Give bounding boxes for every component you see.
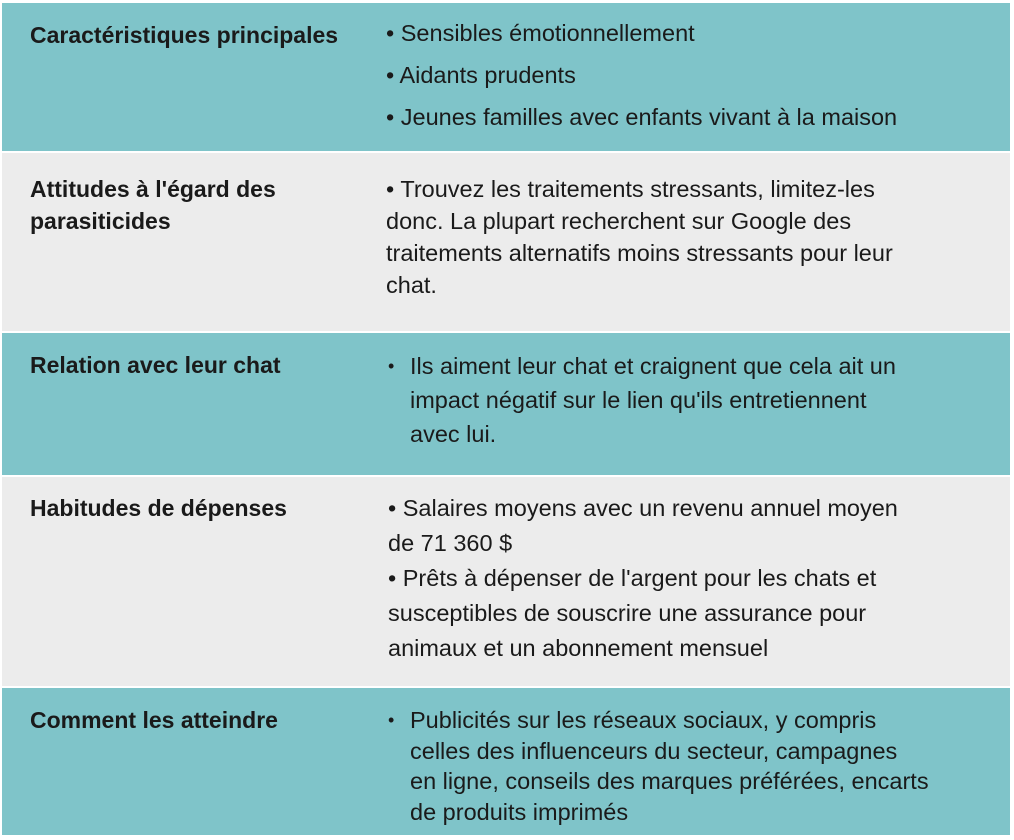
text-line: chat. [386,272,437,298]
list-item: • Aidants prudents [386,62,576,88]
row-spending-habits [2,475,1010,686]
text-line: • Salaires moyens avec un revenu annuel moyen [388,495,898,521]
text-line: traitements alternatifs moins stressants pour leur [386,240,893,266]
text-line: • Prêts à dépenser de l'argent pour les chats et [388,565,877,591]
list-item [388,349,896,451]
row-label [30,173,276,237]
row-value [386,173,893,301]
row-value [386,17,897,143]
item-line: en ligne, conseils des marques préférées, encarts [410,768,929,794]
row-label: Relation avec leur chat [30,352,281,378]
row-label: Caractéristiques principales [30,22,339,48]
item-line: celles des influenceurs du secteur, campagnes [410,737,898,764]
text-line: susceptibles de souscrire une assurance pour [388,600,867,626]
row-value [388,349,896,451]
list-item: • Jeunes familles avec enfants vivant à la maison [386,104,898,130]
row-parasiticide-attitudes [2,151,1010,331]
persona-table [2,3,1010,835]
row-label: Comment les atteindre [30,707,278,733]
row-value [388,491,898,666]
text-line: • Trouvez les traitements stressants, limitez-les [386,176,875,202]
text-line: de 71 360 $ [388,530,513,556]
item-line: de produits imprimés [410,798,629,825]
text-line: animaux et un abonnement mensuel [388,635,769,661]
item-line: impact négatif sur le lien qu'ils entretiennent [410,387,867,413]
row-characteristics [2,3,1010,151]
text-line: donc. La plupart recherchent sur Google des [386,208,852,234]
row-value [388,705,929,827]
list-item [388,705,929,827]
item-line: • Publicités sur les réseaux sociaux, y compris [410,707,877,733]
row-cat-relationship [2,331,1010,475]
row-how-to-reach [2,686,1010,835]
list-item: • Sensibles émotionnellement [386,20,695,46]
row-label: Habitudes de dépenses [30,495,287,521]
label-line: parasiticides [30,208,171,234]
item-line: avec lui. [410,421,497,447]
label-line: Attitudes à l'égard des [30,176,276,202]
item-line: • Ils aiment leur chat et craignent que cela ait un [410,353,896,379]
